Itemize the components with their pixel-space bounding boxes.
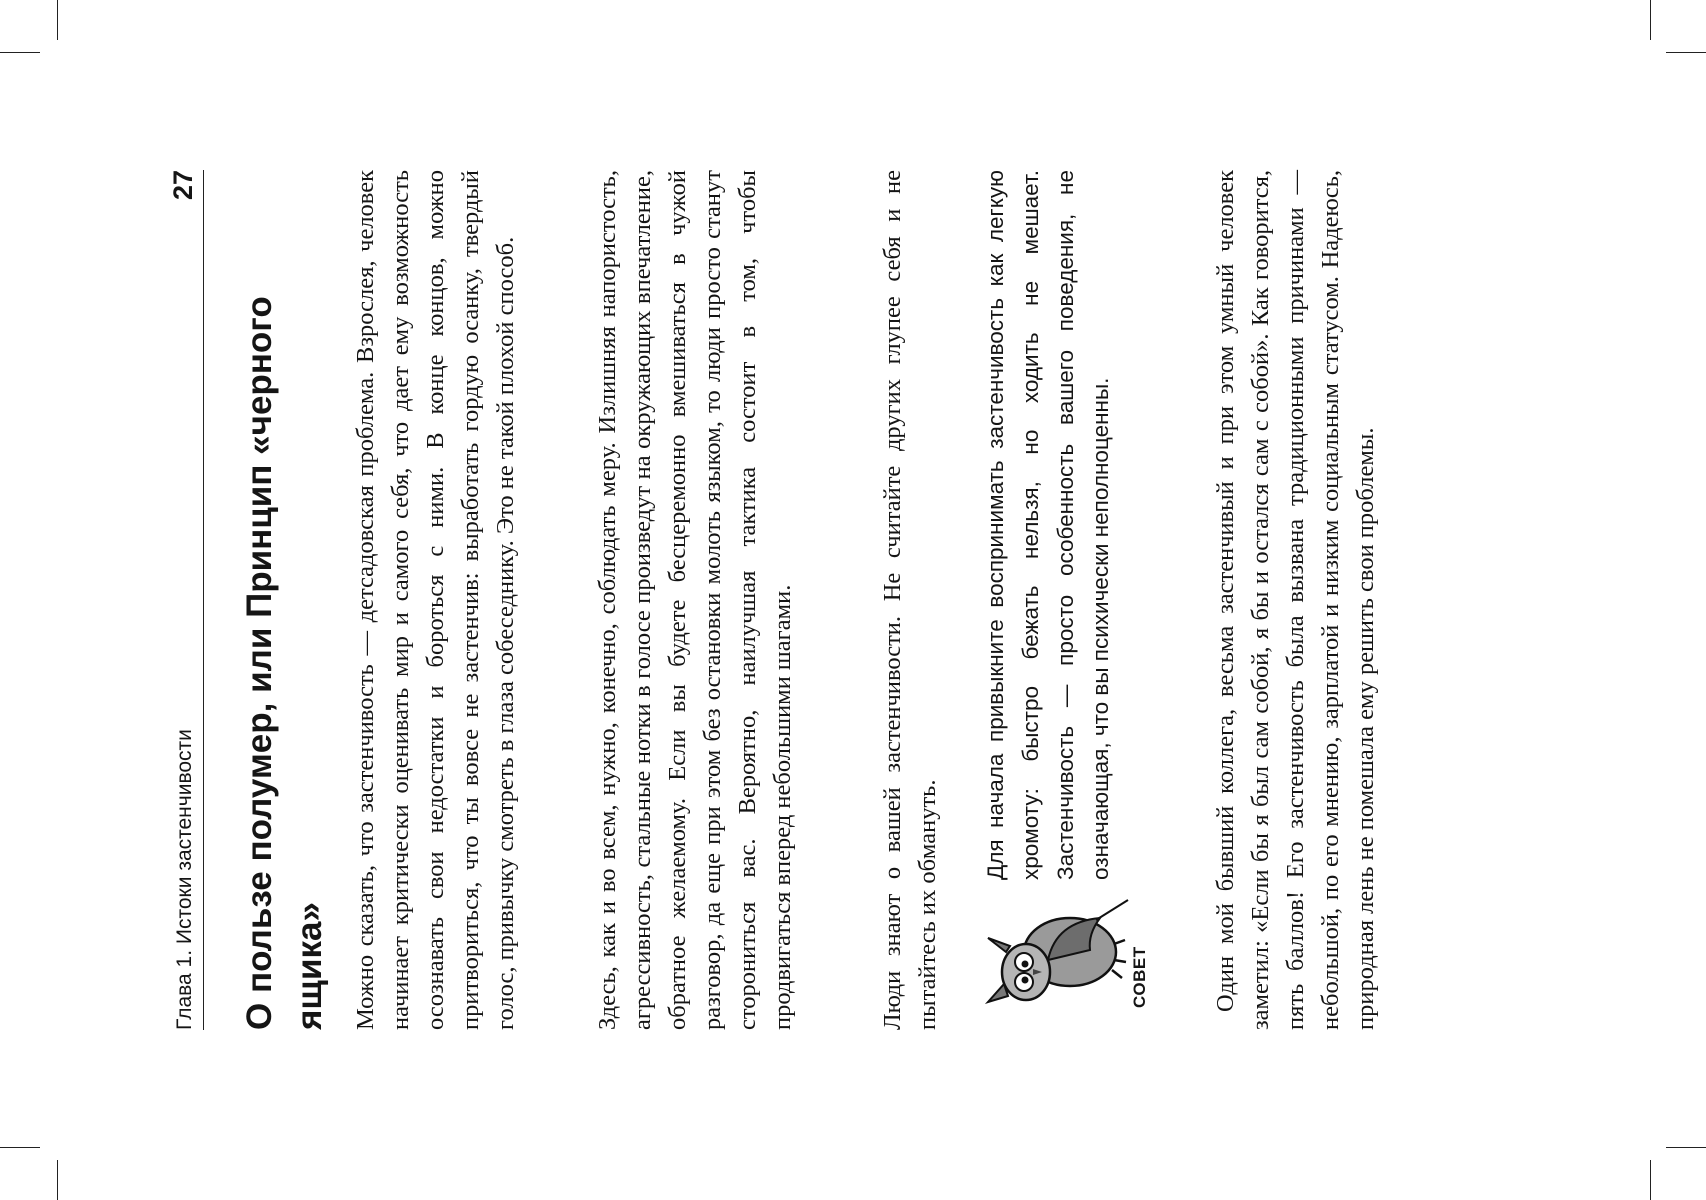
running-head bbox=[163, 170, 204, 1030]
rotated-book-page bbox=[163, 170, 1503, 1030]
tip-text: Для начала привыкните воспринимать застенчивость как легкую хромоту: быстро бежать нельзя, но ходить не мешает. Застенчивость — просто особенность вашего поведения, не означающая, что вы психически неполноценны. bbox=[983, 170, 1113, 880]
crop-mark bbox=[57, 1160, 58, 1200]
crop-mark bbox=[57, 0, 58, 40]
body-paragraph: Можно сказать, что застенчивость — детсадовская проблема. Взрослея, человек начинает критически оценивать мир и самого себя, что дает ему возможность осознавать свои недостатки и бороться с ними. В конце концов, можно притвориться, что ты вовсе не застенчив: выработать гордую осанку, твердый голос, привычку смотреть в глаза собеседнику. Это не такой плохой способ. bbox=[352, 170, 519, 1030]
crop-mark bbox=[1650, 0, 1651, 40]
page-number: 27 bbox=[168, 170, 198, 201]
page-sheet bbox=[163, 170, 1503, 1030]
body-paragraph: Люди знают о вашей застенчивости. Не считайте других глупее себя и не пытайтесь их обмануть. bbox=[879, 170, 941, 1030]
crop-mark bbox=[0, 1147, 40, 1148]
chapter-title: Глава 1. Истоки застенчивости bbox=[173, 729, 196, 1030]
crop-mark bbox=[1666, 1147, 1706, 1148]
crop-mark bbox=[0, 52, 40, 53]
crop-mark bbox=[1666, 52, 1706, 53]
body-paragraph: Здесь, как и во всем, нужно, конечно, соблюдать меру. Излишняя напористость, агрессивность, стальные нотки в голосе произведут на окружающих впечатление, обратное желаемому. Если вы будете бесцеремонно вмешиваться в чужой разговор, да еще при этом без остановки молоть языком, то люди просто станут сторониться вас. Вероятно, наилучшая тактика состоит в том, чтобы продвигаться вперед небольшими шагами. bbox=[594, 170, 796, 1030]
tip-box bbox=[978, 170, 1178, 1030]
section-heading: О пользе полумер, или Принцип «черного ящика» bbox=[240, 296, 329, 1030]
body-paragraph: Один мой бывший коллега, весьма застенчивый и при этом умный человек заметил: «Если бы я был сам собой, я бы и остался сам с собой». Как говорится, пять баллов! Его застенчивость была вызвана традиционными причинами — небольшой, по его мнению, зарплатой и низким социальным статусом. Надеюсь, природная лень не помешала ему решить свои проблемы. bbox=[1212, 170, 1379, 1030]
crop-mark bbox=[1650, 1160, 1651, 1200]
tip-label: СОВЕТ bbox=[1130, 946, 1149, 1008]
owl-advisor-icon bbox=[978, 890, 1138, 1030]
